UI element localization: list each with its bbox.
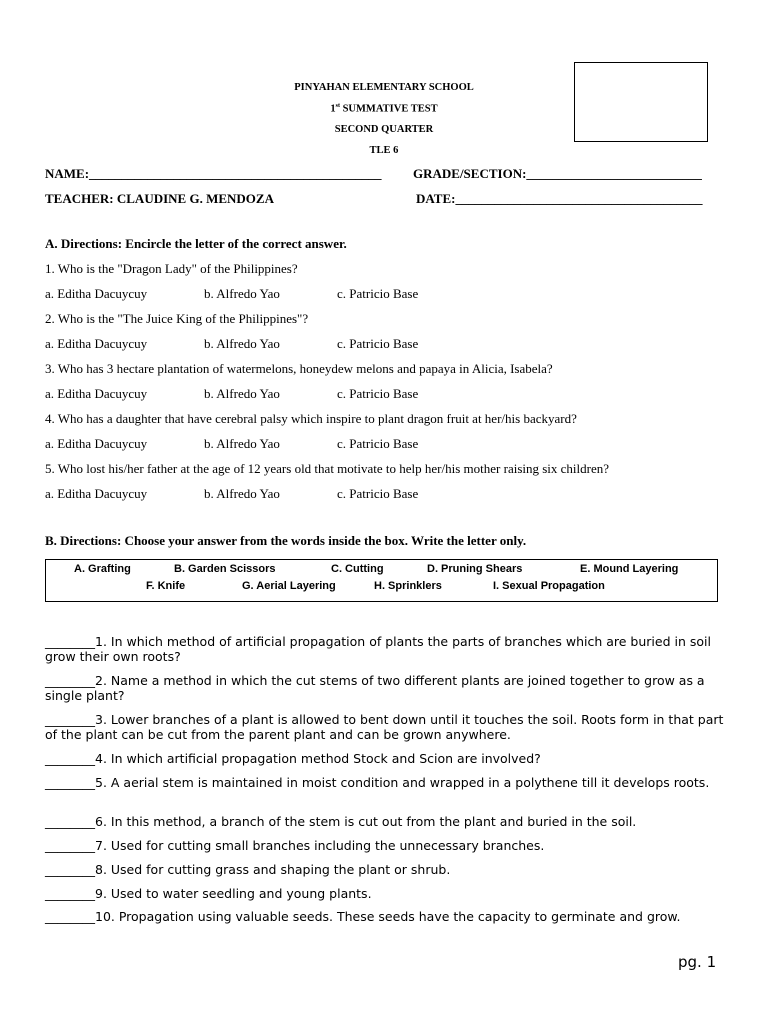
q4-choice-b[interactable]: b. Alfredo Yao xyxy=(204,436,280,451)
q1-choice-a[interactable]: a. Editha Dacuycuy xyxy=(45,286,148,301)
word-h: H. Sprinklers xyxy=(374,580,442,592)
q4-choice-a[interactable]: a. Editha Dacuycuy xyxy=(45,436,148,451)
test-title-rest: SUMMATIVE TEST xyxy=(339,103,438,115)
b-item-2: ________2. Name a method in which the cut stems of two different plants are joined together to grow as a single plant? xyxy=(45,673,705,703)
subject-label: TLE 6 xyxy=(369,145,399,156)
b-item-4: ________4. In which artificial propagation method Stock and Scion are involved? xyxy=(45,751,541,766)
word-b: B. Garden Scissors xyxy=(174,563,276,575)
word-a: A. Grafting xyxy=(74,563,131,575)
q5-choice-b[interactable]: b. Alfredo Yao xyxy=(204,486,280,501)
b-item-1: ________1. In which method of artificial propagation of plants the parts of branches which are buried in soil grow their own roots? xyxy=(45,634,711,664)
date-field[interactable]: DATE:______________________________________ xyxy=(416,191,703,206)
quarter-label: SECOND QUARTER xyxy=(334,124,434,135)
b-item-6: ________6. In this method, a branch of the stem is cut out from the plant and buried in the soil. xyxy=(45,814,637,829)
b-item-5: ________5. A aerial stem is maintained in moist condition and wrapped in a polythene till it develops roots. xyxy=(45,775,710,790)
section-b-directions: B. Directions: Choose your answer from the words inside the box. Write the letter only. xyxy=(45,533,527,548)
q1-choice-c[interactable]: c. Patricio Base xyxy=(337,286,419,301)
question-1: 1. Who is the "Dragon Lady" of the Philippines? xyxy=(45,261,298,276)
q1-choice-b[interactable]: b. Alfredo Yao xyxy=(204,286,280,301)
q3-choice-a[interactable]: a. Editha Dacuycuy xyxy=(45,386,148,401)
grade-section-field[interactable]: GRADE/SECTION:___________________________ xyxy=(413,166,702,181)
section-a-directions: A. Directions: Encircle the letter of the correct answer. xyxy=(45,236,347,251)
question-5: 5. Who lost his/her father at the age of 12 years old that motivate to help her/his mother raising six children? xyxy=(45,461,610,476)
page-number: pg. 1 xyxy=(678,953,717,971)
name-field[interactable]: NAME:_____________________________________________ xyxy=(45,166,382,181)
question-3: 3. Who has 3 hectare plantation of watermelons, honeydew melons and papaya in Alicia, Isabela? xyxy=(45,361,553,376)
score-box xyxy=(574,62,708,142)
q5-choice-c[interactable]: c. Patricio Base xyxy=(337,486,419,501)
q4-choice-c[interactable]: c. Patricio Base xyxy=(337,436,419,451)
q2-choice-a[interactable]: a. Editha Dacuycuy xyxy=(45,336,148,351)
word-i: I. Sexual Propagation xyxy=(493,580,605,592)
word-d: D. Pruning Shears xyxy=(427,563,523,575)
word-g: G. Aerial Layering xyxy=(242,580,336,592)
q5-choice-a[interactable]: a. Editha Dacuycuy xyxy=(45,486,148,501)
school-name: PINYAHAN ELEMENTARY SCHOOL xyxy=(294,82,474,93)
q2-choice-c[interactable]: c. Patricio Base xyxy=(337,336,419,351)
b-item-8: ________8. Used for cutting grass and shaping the plant or shrub. xyxy=(45,862,451,877)
word-f: F. Knife xyxy=(146,580,186,592)
question-4: 4. Who has a daughter that have cerebral palsy which inspire to plant dragon fruit at her/his backyard? xyxy=(45,411,577,426)
b-item-7: ________7. Used for cutting small branches including the unnecessary branches. xyxy=(45,838,545,853)
q3-choice-b[interactable]: b. Alfredo Yao xyxy=(204,386,280,401)
q3-choice-c[interactable]: c. Patricio Base xyxy=(337,386,419,401)
word-c: C. Cutting xyxy=(331,563,384,575)
b-item-10: ________10. Propagation using valuable seeds. These seeds have the capacity to germinate and grow. xyxy=(45,909,681,924)
b-item-3: ________3. Lower branches of a plant is allowed to bent down until it touches the soil. Roots form in that part of the plant can be cut from the parent plant and can be grown anywhere. xyxy=(45,712,724,742)
word-e: E. Mound Layering xyxy=(580,563,679,575)
q2-choice-b[interactable]: b. Alfredo Yao xyxy=(204,336,280,351)
teacher-label: TEACHER: CLAUDINE G. MENDOZA xyxy=(45,191,274,206)
test-ordinal-suffix: st xyxy=(335,103,340,109)
question-2: 2. Who is the "The Juice King of the Philippines"? xyxy=(45,311,309,326)
test-number: 1 xyxy=(330,103,336,115)
b-item-9: ________9. Used to water seedling and young plants. xyxy=(45,886,372,901)
